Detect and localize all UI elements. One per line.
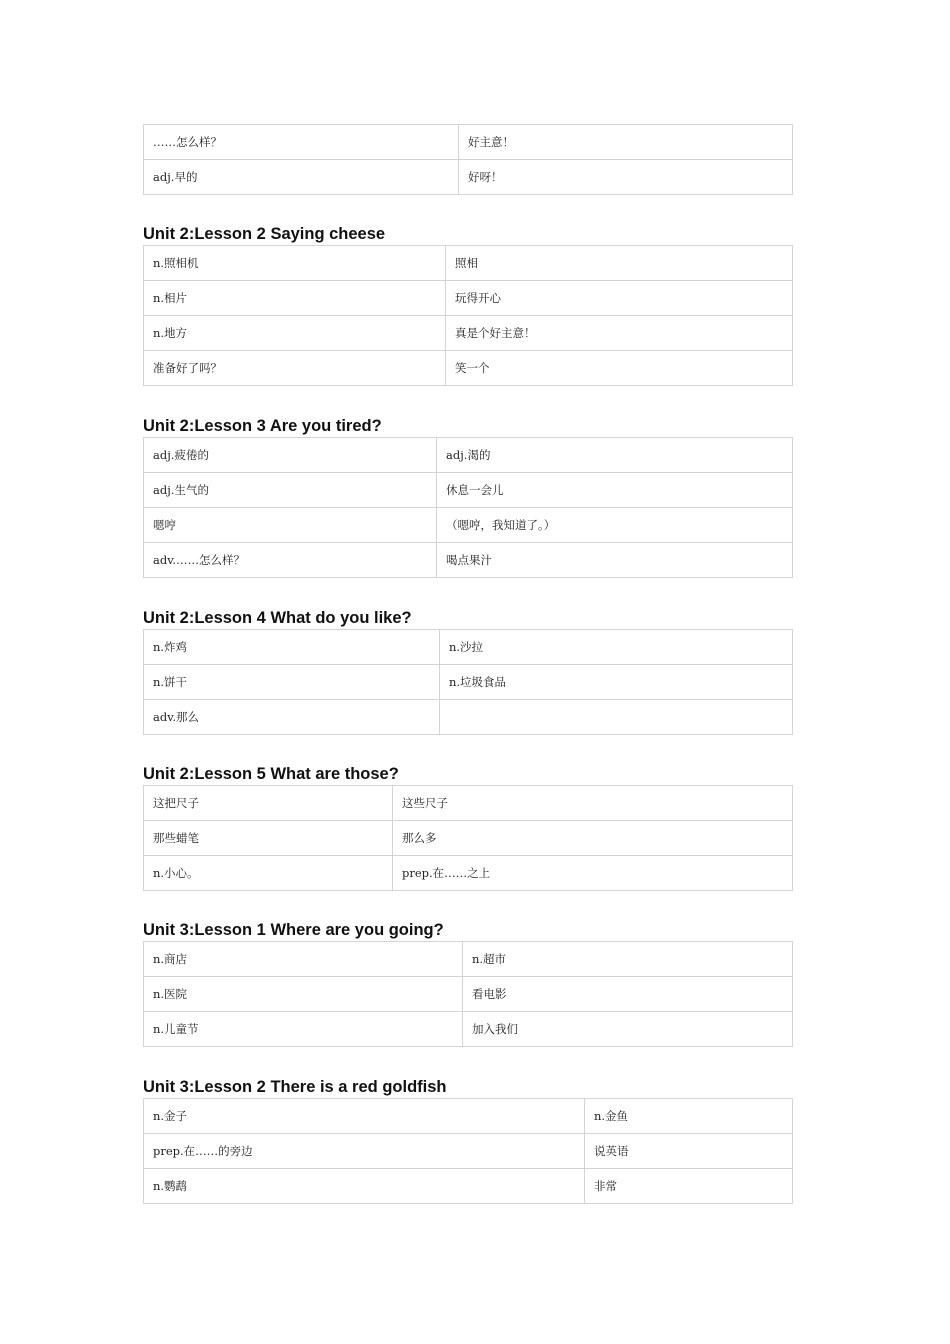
- table-row: [144, 316, 793, 351]
- vocab-section: [143, 763, 792, 891]
- table-cell: 玩得开心: [446, 281, 793, 316]
- table-cell: ……怎么样？: [144, 125, 459, 160]
- table-cell: n.商店: [144, 942, 463, 977]
- vocab-section: [143, 223, 792, 386]
- vocab-section: [143, 124, 792, 195]
- table-cell: 真是个好主意！: [446, 316, 793, 351]
- table-cell: 非常: [585, 1169, 793, 1204]
- table-row: [144, 160, 793, 195]
- table-cell: adj.疲倦的: [144, 438, 437, 473]
- vocab-section: [143, 415, 792, 578]
- table-row: [144, 1134, 793, 1169]
- vocab-table: [143, 245, 793, 386]
- table-cell: 休息一会儿: [437, 473, 793, 508]
- table-cell: prep.在……之上: [393, 856, 793, 891]
- table-cell: 笑一个: [446, 351, 793, 386]
- table-cell: adj.渴的: [437, 438, 793, 473]
- table-cell: n.小心。: [144, 856, 393, 891]
- vocab-section: [143, 607, 792, 735]
- vocab-table: [143, 124, 793, 195]
- table-cell: 说英语: [585, 1134, 793, 1169]
- table-cell: adj.早的: [144, 160, 459, 195]
- vocab-table: [143, 941, 793, 1047]
- table-cell: n.沙拉: [440, 630, 793, 665]
- table-cell: 那些蜡笔: [144, 821, 393, 856]
- table-cell: n.金鱼: [585, 1099, 793, 1134]
- table-row: [144, 856, 793, 891]
- table-row: [144, 351, 793, 386]
- table-row: [144, 438, 793, 473]
- table-cell: 嗯哼: [144, 508, 437, 543]
- table-row: [144, 1169, 793, 1204]
- table-cell: n.医院: [144, 977, 463, 1012]
- section-heading: Unit 2:Lesson 2 Saying cheese: [143, 225, 386, 243]
- table-row: [144, 821, 793, 856]
- table-cell: （嗯哼，我知道了。）: [437, 508, 793, 543]
- table-row: [144, 786, 793, 821]
- table-row: [144, 700, 793, 735]
- table-cell: [440, 700, 793, 735]
- table-cell: 看电影: [463, 977, 793, 1012]
- table-cell: 照相: [446, 246, 793, 281]
- table-row: [144, 473, 793, 508]
- table-cell: 好呀！: [459, 160, 793, 195]
- table-cell: n.饼干: [144, 665, 440, 700]
- table-cell: n.儿童节: [144, 1012, 463, 1047]
- vocab-table: [143, 437, 793, 578]
- table-cell: n.金子: [144, 1099, 585, 1134]
- table-row: [144, 125, 793, 160]
- table-row: [144, 977, 793, 1012]
- table-cell: n.炸鸡: [144, 630, 440, 665]
- table-cell: 喝点果汁: [437, 543, 793, 578]
- section-heading: Unit 3:Lesson 1 Where are you going?: [143, 921, 444, 939]
- section-heading: Unit 2:Lesson 5 What are those?: [143, 765, 399, 783]
- vocab-table: [143, 785, 793, 891]
- section-heading: Unit 3:Lesson 2 There is a red goldfish: [143, 1078, 447, 1096]
- table-cell: 那么多: [393, 821, 793, 856]
- table-row: [144, 630, 793, 665]
- table-cell: 准备好了吗？: [144, 351, 446, 386]
- table-cell: adv.那么: [144, 700, 440, 735]
- table-cell: 这把尺子: [144, 786, 393, 821]
- vocab-table: [143, 1098, 793, 1204]
- table-row: [144, 1012, 793, 1047]
- table-cell: n.垃圾食品: [440, 665, 793, 700]
- table-cell: n.地方: [144, 316, 446, 351]
- table-row: [144, 508, 793, 543]
- table-cell: n.超市: [463, 942, 793, 977]
- table-row: [144, 665, 793, 700]
- table-row: [144, 281, 793, 316]
- table-row: [144, 1099, 793, 1134]
- table-cell: 这些尺子: [393, 786, 793, 821]
- vocab-section: [143, 919, 792, 1047]
- vocab-section: [143, 1076, 792, 1204]
- table-cell: n.照相机: [144, 246, 446, 281]
- table-cell: adj.生气的: [144, 473, 437, 508]
- table-row: [144, 246, 793, 281]
- section-heading: Unit 2:Lesson 3 Are you tired?: [143, 417, 382, 435]
- table-cell: adv.……怎么样？: [144, 543, 437, 578]
- table-cell: 好主意！: [459, 125, 793, 160]
- section-heading: Unit 2:Lesson 4 What do you like?: [143, 609, 412, 627]
- table-row: [144, 543, 793, 578]
- table-cell: n.鹦鹉: [144, 1169, 585, 1204]
- table-cell: prep.在……的旁边: [144, 1134, 585, 1169]
- table-cell: 加入我们: [463, 1012, 793, 1047]
- vocab-table: [143, 629, 793, 735]
- table-cell: n.相片: [144, 281, 446, 316]
- table-row: [144, 942, 793, 977]
